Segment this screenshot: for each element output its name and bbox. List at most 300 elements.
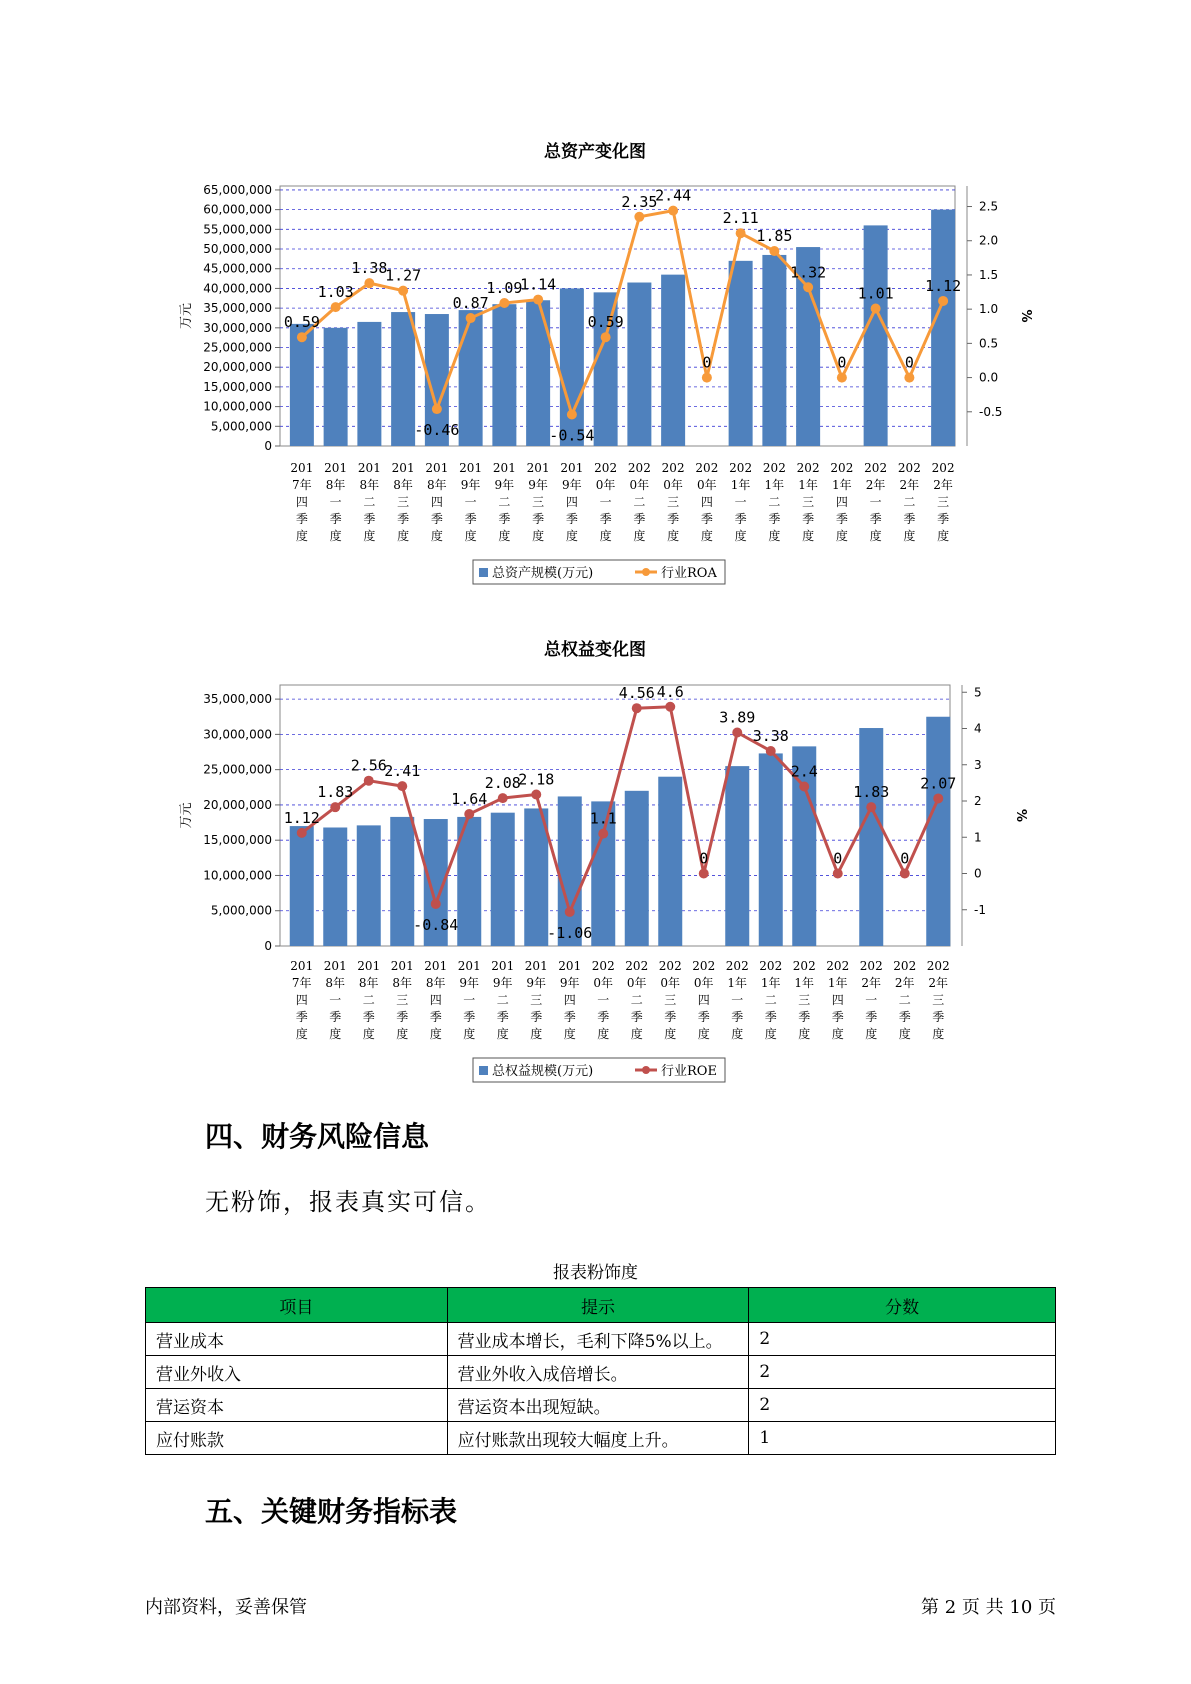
category-label: 1年 (760, 976, 781, 990)
category-label: 8年 (325, 478, 346, 492)
category-label: 二 (768, 495, 781, 509)
category-label: 三 (932, 993, 945, 1007)
category-label: 度 (869, 529, 882, 543)
category-label: 202 (729, 461, 753, 475)
category-label: 三 (530, 993, 543, 1007)
category-label: 8年 (392, 976, 413, 990)
left-tick-label: 40,000,000 (203, 281, 272, 296)
category-label: 度 (898, 1027, 911, 1041)
category-label: 201 (524, 959, 548, 973)
category-label: 9年 (460, 478, 481, 492)
line-point (397, 781, 407, 791)
category-label: 季 (869, 512, 882, 526)
line-point (598, 829, 608, 839)
category-label: 9年 (459, 976, 480, 990)
category-label: 四 (429, 993, 442, 1007)
category-label: 季 (630, 1010, 643, 1024)
left-axis-title: 万元 (179, 302, 194, 330)
left-tick-label: 35,000,000 (203, 692, 272, 707)
category-label: 四 (430, 495, 443, 509)
bar (323, 827, 347, 946)
category-label: 季 (903, 512, 916, 526)
category-label: 一 (464, 495, 477, 509)
line-point (565, 907, 575, 917)
legend-line-marker (642, 1066, 650, 1074)
line-point (665, 702, 675, 712)
left-tick-label: 30,000,000 (203, 727, 272, 742)
col-header-hint: 提示 (447, 1288, 749, 1323)
chart-title: 总资产变化图 (544, 142, 646, 162)
footer-confidential-note: 内部资料，妥善保管 (145, 1597, 307, 1618)
category-label: 8年 (425, 976, 446, 990)
category-label: 度 (599, 529, 612, 543)
category-label: 四 (565, 495, 578, 509)
category-label: 四 (835, 495, 848, 509)
left-tick-label: 20,000,000 (203, 360, 272, 375)
left-tick-label: 35,000,000 (203, 301, 272, 316)
category-label: 三 (664, 993, 677, 1007)
category-label: 季 (633, 512, 646, 526)
category-label: 二 (630, 993, 643, 1007)
line-point (933, 793, 943, 803)
data-label: 2.44 (655, 186, 692, 205)
category-label: 2年 (894, 976, 915, 990)
left-tick-label: 30,000,000 (203, 320, 272, 335)
category-label: 202 (695, 461, 719, 475)
col-header-score: 分数 (749, 1288, 1056, 1323)
category-label: 季 (597, 1010, 610, 1024)
category-label: 8年 (325, 976, 346, 990)
cell-hint: 营运资本出现短缺。 (447, 1389, 749, 1422)
line-point (799, 782, 809, 792)
data-label: -1.06 (547, 923, 593, 942)
category-label: 2年 (899, 478, 920, 492)
category-label: 1年 (727, 976, 748, 990)
data-label: 1.12 (283, 808, 320, 827)
category-label: 季 (937, 512, 950, 526)
category-label: 202 (926, 959, 950, 973)
category-label: 季 (295, 1010, 308, 1024)
category-label: 2年 (933, 478, 953, 492)
category-label: 季 (464, 512, 477, 526)
category-label: 201 (558, 959, 582, 973)
line-point (732, 727, 742, 737)
line-point (498, 793, 508, 803)
cell-score: 2 (749, 1323, 1056, 1356)
data-label: 1.1 (589, 809, 617, 828)
category-label: 1年 (832, 478, 852, 492)
right-tick-label: 4 (974, 721, 982, 736)
left-tick-label: 25,000,000 (203, 762, 272, 777)
category-label: 季 (697, 1010, 710, 1024)
cell-item: 营业成本 (146, 1323, 448, 1356)
category-label: 一 (329, 495, 342, 509)
section-4-paragraph: 无粉饰，报表真实可信。 (205, 1188, 491, 1216)
left-tick-label: 15,000,000 (203, 833, 272, 848)
category-label: 季 (532, 512, 545, 526)
category-label: 季 (397, 512, 410, 526)
bar (625, 791, 649, 946)
category-label: 度 (768, 529, 781, 543)
data-label: 0 (837, 353, 847, 372)
category-label: 二 (498, 495, 511, 509)
right-tick-label: 0.5 (979, 336, 999, 351)
data-label: -0.54 (549, 426, 595, 445)
data-label: 1.64 (451, 790, 488, 809)
category-label: 0年 (697, 478, 717, 492)
left-tick-label: 20,000,000 (203, 797, 272, 812)
right-tick-label: 2.5 (979, 199, 999, 214)
category-label: 度 (397, 529, 410, 543)
data-label: 2.56 (350, 756, 387, 775)
category-label: 季 (295, 512, 308, 526)
category-label: 度 (731, 1027, 744, 1041)
category-label: 8年 (358, 976, 379, 990)
category-label: 二 (633, 495, 646, 509)
category-label: 201 (324, 461, 348, 475)
right-tick-label: 5 (974, 685, 982, 700)
category-label: 四 (563, 993, 576, 1007)
bar (491, 813, 515, 946)
category-label: 四 (295, 495, 308, 509)
category-label: 四 (697, 993, 710, 1007)
left-tick-label: 15,000,000 (203, 379, 272, 394)
data-label: -0.46 (414, 421, 460, 440)
right-tick-label: 1.5 (979, 267, 999, 282)
left-tick-label: 60,000,000 (203, 202, 272, 217)
data-label: 4.56 (618, 684, 655, 703)
line-point (900, 869, 910, 879)
category-label: 度 (498, 529, 511, 543)
category-label: 季 (362, 1010, 375, 1024)
bar (357, 825, 381, 946)
category-label: 201 (459, 461, 483, 475)
category-label: 季 (831, 1010, 844, 1024)
category-label: 度 (295, 529, 308, 543)
data-label: 0.87 (452, 294, 489, 313)
category-label: 一 (869, 495, 882, 509)
category-label: 度 (430, 529, 443, 543)
category-label: 季 (932, 1010, 945, 1024)
category-label: 202 (830, 461, 854, 475)
category-label: 四 (831, 993, 844, 1007)
legend-bar-label: 总权益规模(万元) (492, 1064, 594, 1079)
left-tick-label: 65,000,000 (203, 182, 272, 197)
bar (290, 826, 314, 946)
line-point (866, 802, 876, 812)
data-label: 1.12 (925, 276, 962, 295)
category-label: 度 (903, 529, 916, 543)
data-label: 0 (900, 849, 910, 868)
bar (390, 817, 414, 946)
data-label: -0.84 (413, 915, 459, 934)
footer-page-number: 第 2 页 共 10 页 (921, 1597, 1056, 1618)
category-label: 二 (362, 993, 375, 1007)
category-label: 度 (831, 1027, 844, 1041)
data-label: 0 (833, 849, 843, 868)
category-label: 季 (898, 1010, 911, 1024)
data-label: 1.85 (756, 227, 793, 245)
category-label: 季 (802, 512, 815, 526)
data-label: 1.32 (790, 263, 827, 282)
category-label: 201 (290, 959, 314, 973)
category-label: 度 (429, 1027, 442, 1041)
cell-item: 营业外收入 (146, 1356, 448, 1389)
category-label: 季 (664, 1010, 677, 1024)
category-label: 202 (893, 959, 917, 973)
line-point (531, 789, 541, 799)
category-label: 度 (329, 1027, 342, 1041)
table-row (146, 1422, 1056, 1455)
data-label: 2.41 (384, 762, 421, 781)
left-tick-label: 5,000,000 (210, 419, 272, 434)
category-label: 202 (627, 461, 651, 475)
left-tick-label: 50,000,000 (203, 242, 272, 257)
category-label: 度 (530, 1027, 543, 1041)
category-label: 季 (667, 512, 680, 526)
line-point (297, 828, 307, 838)
data-label: 2.18 (518, 770, 555, 789)
bar (725, 766, 749, 946)
data-label: 3.89 (719, 708, 756, 727)
category-label: 度 (329, 529, 342, 543)
category-label: 202 (725, 959, 749, 973)
category-label: 202 (796, 461, 820, 475)
right-axis-title: % (1018, 309, 1033, 323)
category-label: 季 (700, 512, 713, 526)
risk-table (145, 1287, 1056, 1455)
bar (658, 777, 682, 946)
left-tick-label: 45,000,000 (203, 261, 272, 276)
category-label: 202 (692, 959, 716, 973)
category-label: 度 (932, 1027, 945, 1041)
category-label: 201 (526, 461, 550, 475)
category-label: 一 (734, 495, 747, 509)
chart-title: 总权益变化图 (544, 640, 646, 660)
category-label: 季 (768, 512, 781, 526)
category-label: 201 (391, 461, 415, 475)
category-label: 202 (859, 959, 883, 973)
category-label: 度 (798, 1027, 811, 1041)
category-label: 8年 (359, 478, 380, 492)
category-label: 季 (498, 512, 511, 526)
category-label: 度 (697, 1027, 710, 1041)
table-header-row (146, 1288, 1056, 1323)
category-label: 201 (492, 461, 516, 475)
category-label: 202 (931, 461, 955, 475)
right-axis-title: % (1013, 808, 1028, 823)
category-label: 度 (496, 1027, 509, 1041)
col-header-item: 项目 (146, 1288, 448, 1323)
category-label: 季 (865, 1010, 878, 1024)
category-label: 度 (295, 1027, 308, 1041)
category-label: 二 (898, 993, 911, 1007)
data-label: 2.35 (621, 192, 658, 211)
category-label: 度 (396, 1027, 409, 1041)
category-label: 2年 (861, 976, 882, 990)
legend-line-label: 行业ROE (661, 1064, 717, 1079)
data-label: 0 (699, 849, 709, 868)
category-label: 一 (599, 495, 612, 509)
data-label: 1.14 (520, 275, 557, 294)
category-label: 9年 (562, 478, 582, 492)
category-label: 季 (734, 512, 747, 526)
category-label: 202 (594, 461, 618, 475)
category-label: 1年 (827, 976, 848, 990)
line-point (431, 899, 441, 909)
category-label: 9年 (559, 976, 580, 990)
bar (926, 717, 950, 946)
left-tick-label: 0 (264, 939, 272, 953)
category-label: 季 (396, 1010, 409, 1024)
category-label: 二 (903, 495, 916, 509)
category-label: 201 (323, 959, 347, 973)
category-label: 度 (563, 1027, 576, 1041)
category-label: 二 (496, 993, 509, 1007)
category-label: 三 (667, 495, 680, 509)
right-tick-label: -1 (974, 902, 986, 917)
category-label: 度 (565, 529, 578, 543)
legend-bar-label: 总资产规模(万元) (492, 566, 594, 581)
table-caption: 报表粉饰度 (553, 1263, 638, 1283)
right-tick-label: 1 (974, 830, 982, 845)
cell-hint: 应付账款出现较大幅度上升。 (447, 1422, 749, 1455)
category-label: 季 (835, 512, 848, 526)
cell-score: 2 (749, 1389, 1056, 1422)
category-label: 8年 (393, 478, 413, 492)
right-tick-label: 0 (974, 866, 982, 881)
category-label: 季 (565, 512, 578, 526)
category-label: 202 (792, 959, 816, 973)
category-label: 度 (700, 529, 713, 543)
category-label: 度 (835, 529, 848, 543)
category-label: 季 (530, 1010, 543, 1024)
category-label: 1年 (794, 976, 815, 990)
category-label: 季 (764, 1010, 777, 1024)
category-label: 度 (362, 1027, 375, 1041)
category-label: 201 (457, 959, 481, 973)
section-5-heading: 五、关键财务指标表 (205, 1495, 458, 1528)
data-label: 2.07 (920, 774, 957, 793)
right-tick-label: 2 (974, 794, 982, 808)
left-tick-label: 0 (264, 439, 272, 453)
category-label: 202 (661, 461, 685, 475)
data-label: 0.59 (587, 313, 624, 332)
category-label: 1年 (730, 478, 751, 492)
category-label: 四 (295, 993, 308, 1007)
category-label: 三 (798, 993, 811, 1007)
data-label: 1.38 (351, 259, 388, 278)
category-label: 三 (802, 495, 815, 509)
category-label: 度 (664, 1027, 677, 1041)
category-label: 度 (802, 529, 815, 543)
line-point (330, 802, 340, 812)
data-label: 0 (702, 353, 712, 372)
category-label: 季 (731, 1010, 744, 1024)
category-label: 度 (463, 1027, 476, 1041)
line-point (364, 776, 374, 786)
category-label: 季 (429, 1010, 442, 1024)
data-label: 1.27 (385, 266, 422, 285)
left-tick-label: 55,000,000 (203, 222, 272, 237)
category-label: 0年 (595, 478, 616, 492)
right-tick-label: -0.5 (979, 404, 1003, 419)
category-label: 度 (464, 529, 477, 543)
category-label: 9年 (492, 976, 513, 990)
data-label: 2.4 (790, 762, 818, 781)
right-tick-label: 3 (974, 757, 982, 772)
category-label: 度 (667, 529, 680, 543)
left-axis-title: 万元 (179, 802, 194, 829)
category-label: 季 (363, 512, 376, 526)
category-label: 二 (764, 993, 777, 1007)
category-label: 1年 (798, 478, 818, 492)
data-label: 1.83 (853, 783, 890, 802)
category-label: 7年 (292, 478, 312, 492)
right-tick-label: 2.0 (979, 233, 999, 248)
category-label: 0年 (626, 976, 647, 990)
data-label: 2.08 (484, 774, 521, 793)
table-row (146, 1356, 1056, 1389)
category-label: 四 (700, 495, 713, 509)
cell-hint: 营业成本增长，毛利下降5%以上。 (447, 1323, 749, 1356)
data-label: 0.59 (283, 313, 320, 332)
category-label: 一 (463, 993, 476, 1007)
category-label: 202 (762, 461, 786, 475)
category-label: 季 (463, 1010, 476, 1024)
line-point (464, 809, 474, 819)
category-label: 一 (329, 993, 342, 1007)
category-label: 202 (759, 959, 783, 973)
category-label: 三 (937, 495, 950, 509)
left-tick-label: 10,000,000 (203, 868, 272, 883)
table-row (146, 1389, 1056, 1422)
data-label: 2.11 (722, 209, 759, 228)
category-label: 2年 (928, 976, 949, 990)
category-label: 季 (329, 1010, 342, 1024)
category-label: 201 (491, 959, 515, 973)
category-label: 季 (599, 512, 612, 526)
category-label: 度 (865, 1027, 878, 1041)
category-label: 季 (563, 1010, 576, 1024)
category-label: 度 (633, 529, 646, 543)
data-label: 1.03 (317, 283, 354, 302)
left-tick-label: 5,000,000 (210, 903, 272, 918)
category-label: 度 (597, 1027, 610, 1041)
category-label: 季 (798, 1010, 811, 1024)
section-4-heading: 四、财务风险信息 (205, 1120, 430, 1153)
cell-hint: 营业外收入成倍增长。 (447, 1356, 749, 1389)
data-label: 4.6 (656, 682, 684, 701)
data-label: 1.01 (857, 284, 894, 303)
category-label: 2年 (865, 478, 886, 492)
category-label: 1年 (764, 478, 785, 492)
bar (859, 728, 883, 946)
right-tick-label: 1.0 (979, 302, 999, 317)
category-label: 三 (396, 993, 409, 1007)
category-label: 201 (560, 461, 584, 475)
left-tick-label: 25,000,000 (203, 340, 272, 355)
category-label: 度 (937, 529, 950, 543)
data-label: 3.38 (752, 726, 789, 745)
cell-item: 应付账款 (146, 1422, 448, 1455)
table-row (146, 1323, 1056, 1356)
cell-score: 2 (749, 1356, 1056, 1389)
category-label: 202 (826, 959, 850, 973)
category-label: 9年 (528, 478, 548, 492)
category-label: 202 (864, 461, 888, 475)
category-label: 季 (430, 512, 443, 526)
